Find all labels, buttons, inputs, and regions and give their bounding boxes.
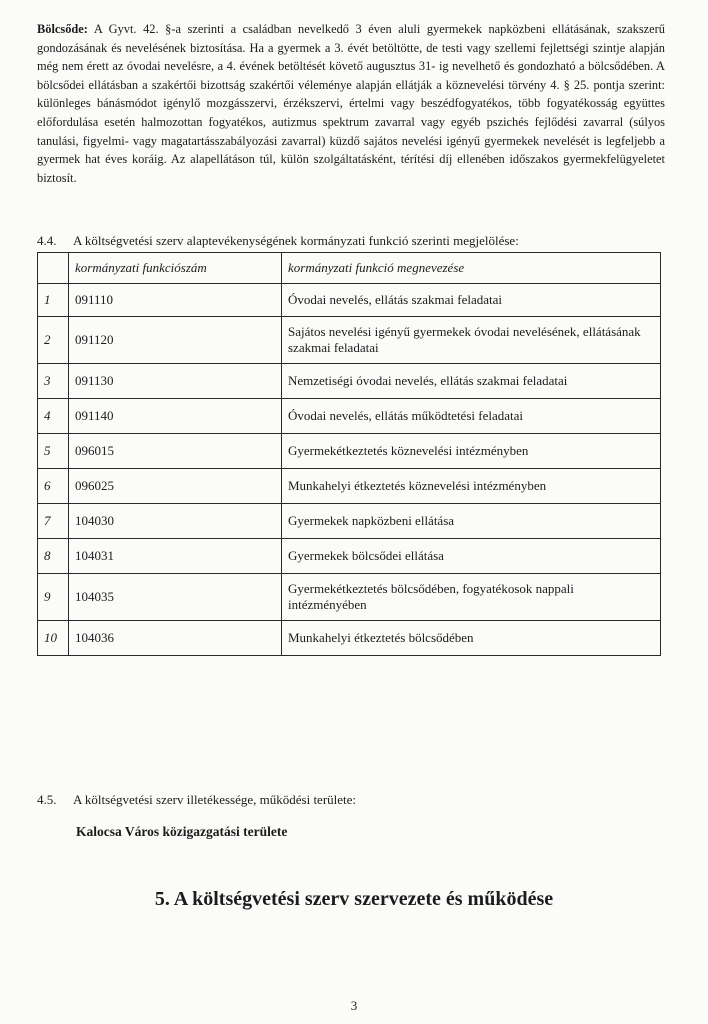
row-index: 10: [38, 621, 69, 656]
function-code: 104030: [69, 504, 282, 539]
table-row: [38, 284, 661, 317]
function-code: 091130: [69, 364, 282, 399]
table-row: [38, 621, 661, 656]
function-name: Óvodai nevelés, ellátás szakmai feladatai: [282, 284, 661, 317]
header-index: [38, 253, 69, 284]
function-table: [37, 252, 661, 656]
function-code: 091120: [69, 317, 282, 364]
table-row: [38, 539, 661, 574]
table-row: [38, 399, 661, 434]
paragraph-label: Bölcsőde:: [37, 22, 88, 36]
function-code: 104035: [69, 574, 282, 621]
row-index: 7: [38, 504, 69, 539]
function-code: 091110: [69, 284, 282, 317]
row-index: 5: [38, 434, 69, 469]
header-name: kormányzati funkció megnevezése: [282, 253, 661, 284]
table-row: [38, 434, 661, 469]
table-row: [38, 317, 661, 364]
function-name: Gyermekétkeztetés köznevelési intézményben: [282, 434, 661, 469]
table-header-row: [38, 253, 661, 284]
chapter-5-heading: 5. A költségvetési szerv szervezete és működése: [154, 888, 554, 910]
row-index: 4: [38, 399, 69, 434]
function-name: Munkahelyi étkeztetés bölcsődében: [282, 621, 661, 656]
page-number: 3: [350, 998, 358, 1013]
function-name: Munkahelyi étkeztetés köznevelési intézményben: [282, 469, 661, 504]
function-code: 096015: [69, 434, 282, 469]
row-index: 6: [38, 469, 69, 504]
function-name: Gyermekek napközbeni ellátása: [282, 504, 661, 539]
bolcsode-paragraph: [37, 20, 665, 187]
function-name: Gyermekek bölcsődei ellátása: [282, 539, 661, 574]
function-code: 091140: [69, 399, 282, 434]
section-title: A költségvetési szerv illetékessége, működési területe:: [73, 792, 357, 807]
function-name: Nemzetiségi óvodai nevelés, ellátás szakmai feladatai: [282, 364, 661, 399]
function-code: 104036: [69, 621, 282, 656]
function-code: 096025: [69, 469, 282, 504]
table-row: [38, 469, 661, 504]
row-index: 2: [38, 317, 69, 364]
header-code: kormányzati funkciószám: [69, 253, 282, 284]
section-number: 4.4.: [37, 233, 57, 248]
row-index: 9: [38, 574, 69, 621]
row-index: 1: [38, 284, 69, 317]
function-name: Óvodai nevelés, ellátás működtetési feladatai: [282, 399, 661, 434]
paragraph-text: A Gyvt. 42. §-a szerinti a családban nevelkedő 3 éven aluli gyermekek napközbeni ellátásának, szakszerű gondozásának és nevelésének biztosítása. Ha a gyermek a 3. évét betöltötte, de testi vagy szellemi fejlettségi szintje alapján még nem érett az óvodai nevelésre, a 4. évének betöltését követő augusztus 31- ig nevelhető és gondozható a bölcsődében. A bölcsődei ellátásban a szakértői bizottság szakértői véleménye alapján ellátják a köznevelési törvény 4. § 25. pontja szerint: különleges bánásmódot igénylő mozgásszervi, érzékszervi, értelmi vagy beszédfogyatékos, több fogyatékosság együttes előfordulása esetén halmozottan fogyatékos, autizmus spektrum zavarral vagy egyéb pszichés fejlődési zavarral (súlyos tanulási, figyelmi- vagy magatartásszabályozási zavarral) küzdő sajátos nevelési igényű gyermekek nevelését is legfeljebb a gyermek hat éves koráig. Az alapellátáson túl, külön szolgáltatásként, térítési díj ellenében időszakos gyermekfelügyeletet biztosít.: [37, 22, 665, 185]
table-row: [38, 574, 661, 621]
section-4-4-heading: [37, 232, 677, 250]
table-row: [38, 364, 661, 399]
section-4-5-heading: [37, 792, 677, 808]
table-row: [38, 504, 661, 539]
row-index: 3: [38, 364, 69, 399]
section-title: A költségvetési szerv alaptevékenységének kormányzati funkció szerinti megjelölése:: [73, 233, 519, 248]
function-code: 104031: [69, 539, 282, 574]
row-index: 8: [38, 539, 69, 574]
function-name: Gyermekétkeztetés bölcsődében, fogyatékosok nappali intézményében: [282, 574, 661, 621]
jurisdiction-area: Kalocsa Város közigazgatási területe: [76, 824, 288, 839]
section-number: 4.5.: [37, 792, 57, 807]
function-name: Sajátos nevelési igényű gyermekek óvodai nevelésének, ellátásának szakmai feladatai: [282, 317, 661, 364]
